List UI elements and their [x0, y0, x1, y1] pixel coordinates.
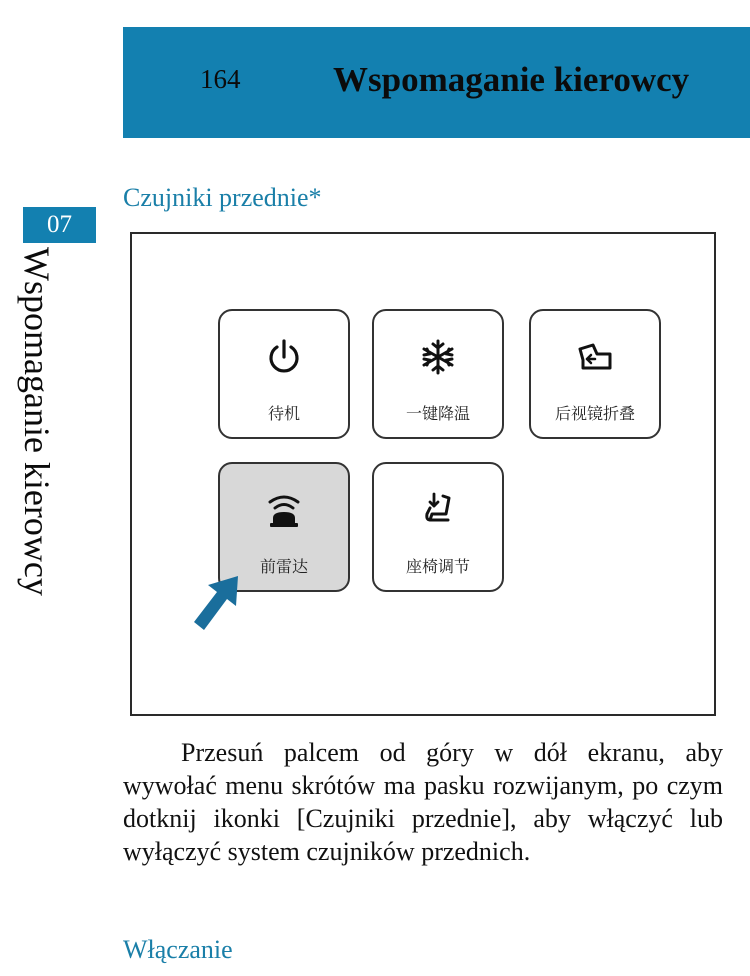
tile-label: 前雷达 — [259, 557, 308, 576]
tile-label: 后视镜折叠 — [554, 404, 635, 423]
tile-label: 待机 — [267, 404, 300, 423]
pointer-arrow-icon — [190, 572, 250, 641]
tile-label: 一键降温 — [405, 404, 470, 423]
subsection-heading: Włączanie — [123, 935, 233, 964]
power-icon — [220, 337, 348, 377]
seat-adjust-icon — [374, 490, 502, 530]
tile-quick-cool[interactable] — [372, 309, 504, 439]
snowflake-icon — [374, 337, 502, 377]
side-chapter-title: Wspomaganie kierowcy — [17, 247, 57, 596]
page-number: 164 — [200, 64, 241, 94]
front-radar-icon — [220, 490, 348, 530]
mirror-fold-icon — [531, 337, 659, 377]
section-heading: Czujniki przednie* — [123, 183, 322, 212]
tile-label: 座椅调节 — [405, 557, 470, 576]
tile-seat-adjust[interactable] — [372, 462, 504, 592]
chapter-number-tab: 07 — [23, 207, 96, 243]
tile-mirror-fold[interactable] — [529, 309, 661, 439]
instruction-paragraph — [123, 736, 723, 868]
instruction-text: Przesuń palcem od góry w dół ekranu, aby wywołać menu skrótów ma pasku rozwijanym, po czym dotknij ikonki [Czujniki przednie], aby włączyć lub wyłączyć system czujników przednich. — [123, 738, 723, 866]
shortcut-menu-figure — [130, 232, 716, 716]
chapter-title: Wspomaganie kierowcy — [333, 60, 690, 99]
tile-standby[interactable] — [218, 309, 350, 439]
